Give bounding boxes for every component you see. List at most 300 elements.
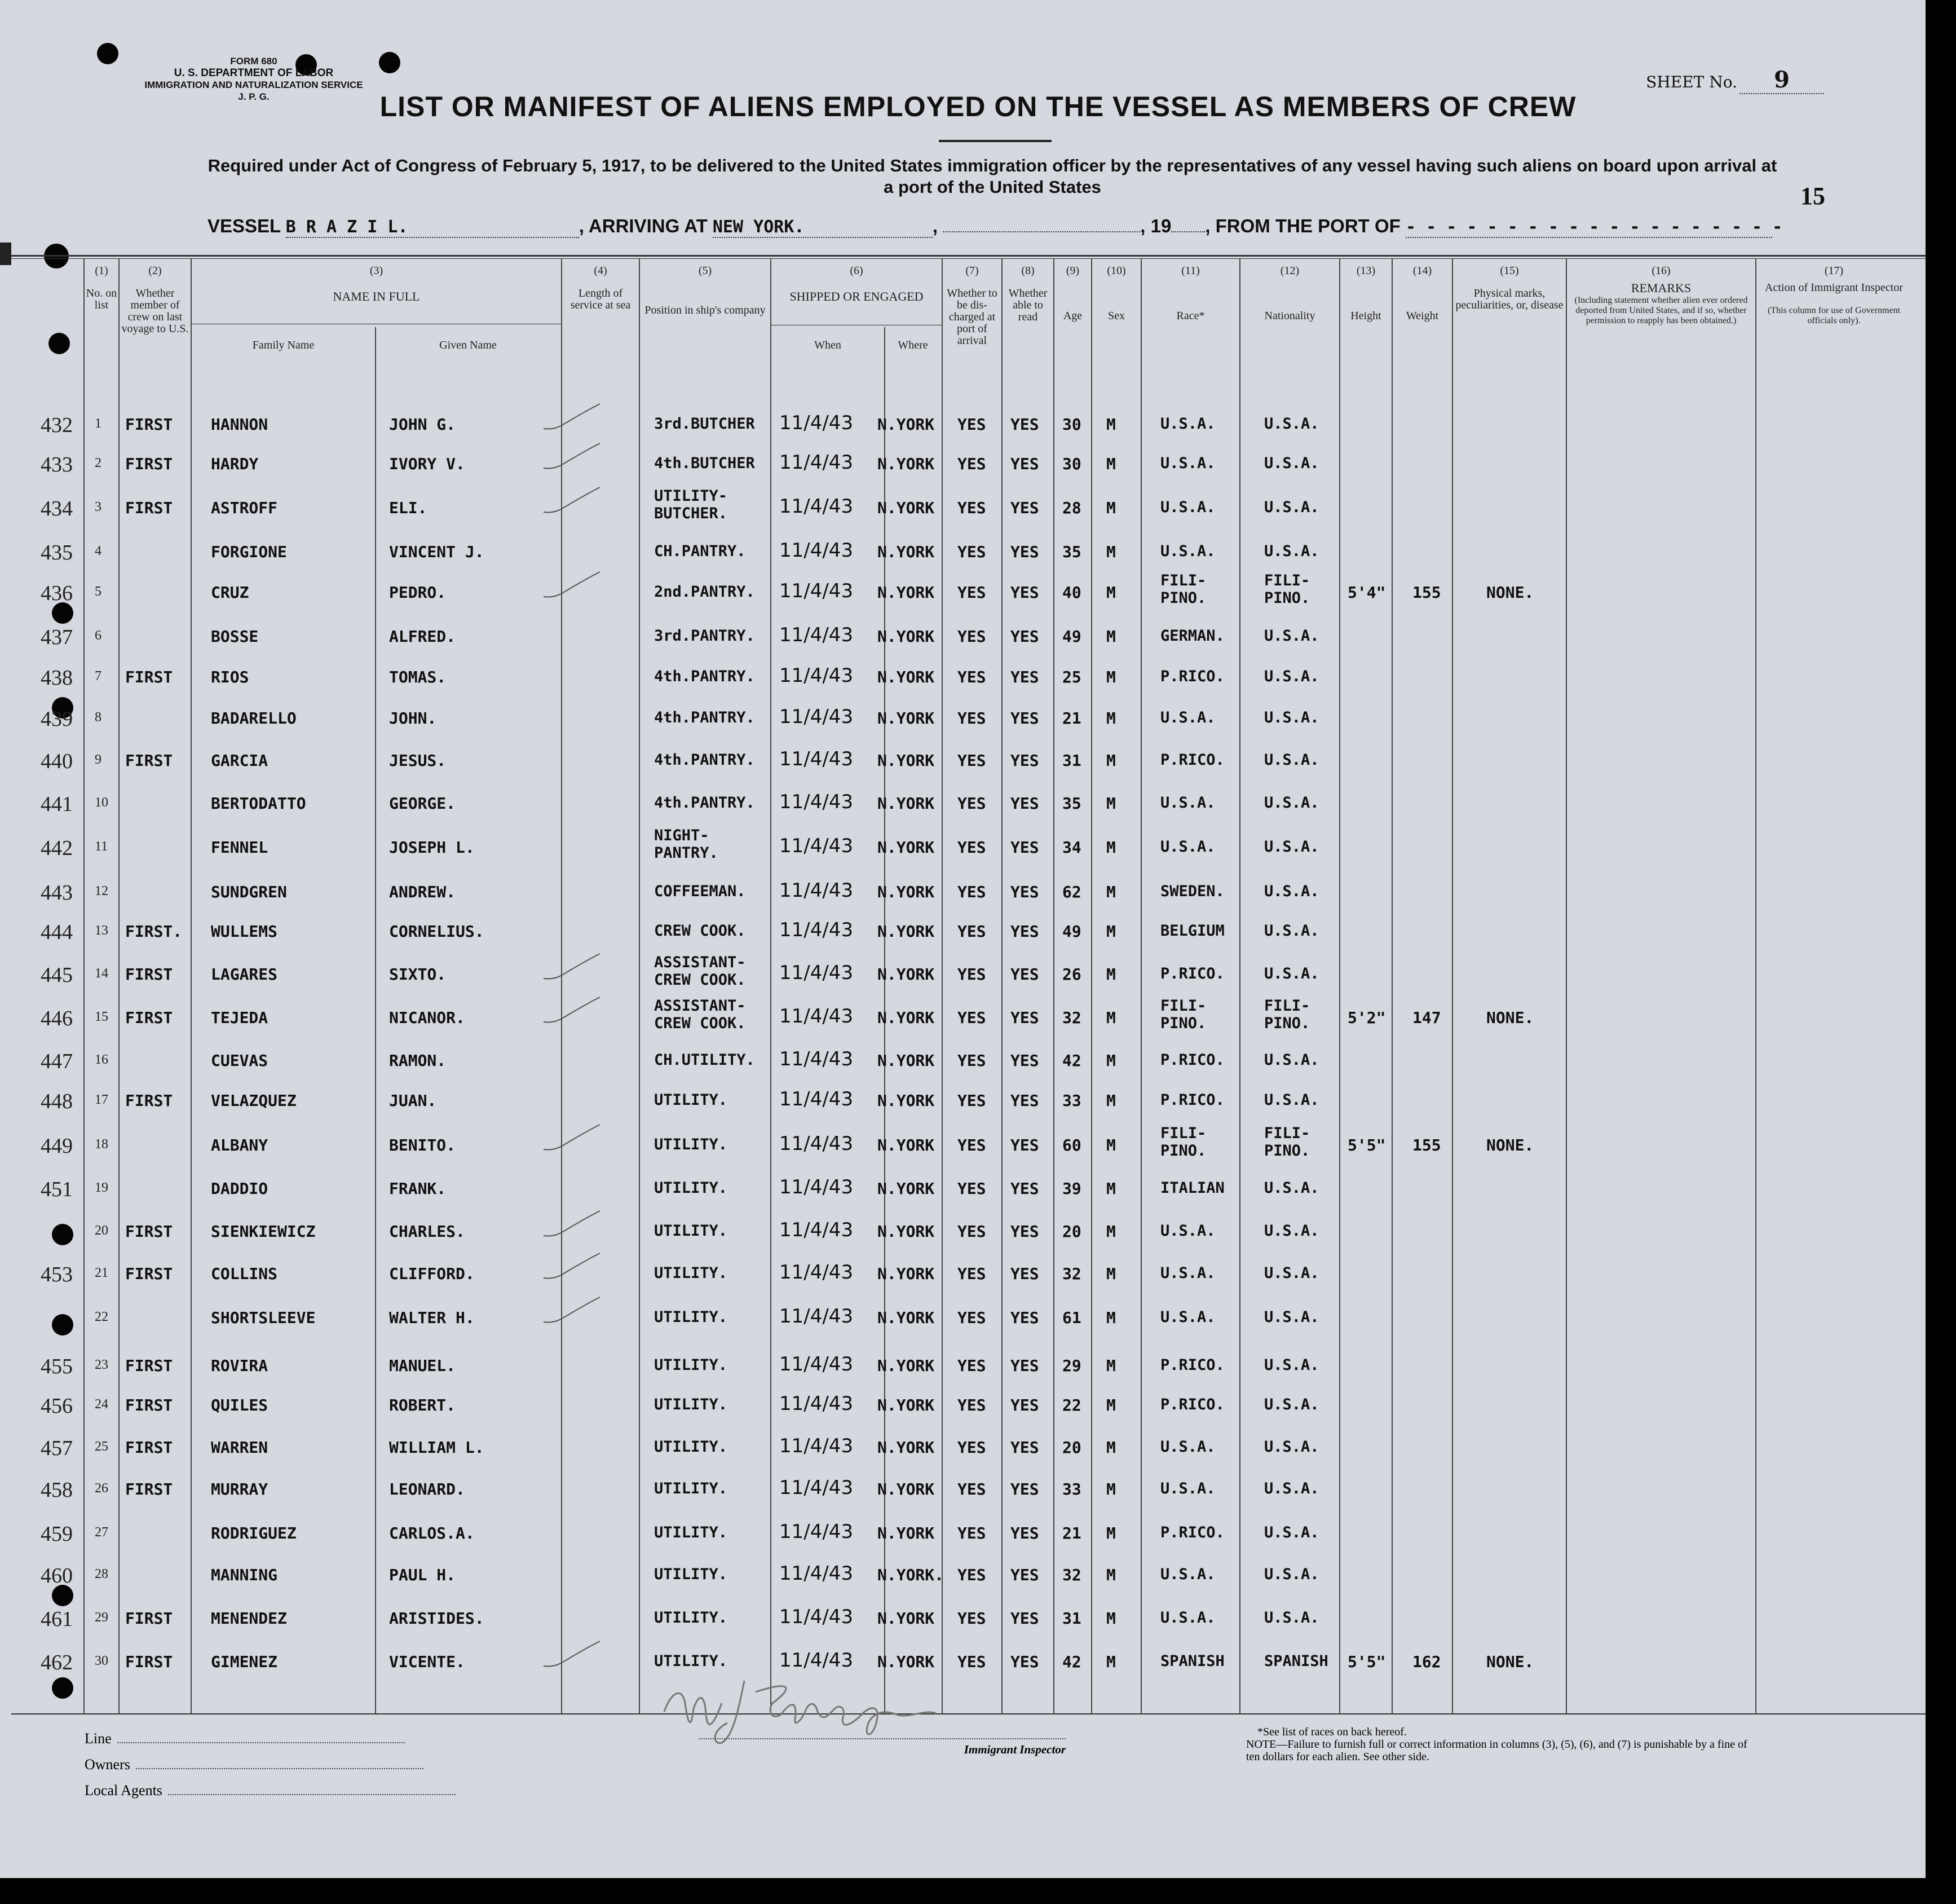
- nationality-line: U.S.A.: [1264, 455, 1319, 472]
- nationality-line: U.S.A.: [1264, 709, 1319, 726]
- shipped-when: 11/4/43: [779, 962, 854, 984]
- sex: M: [1106, 838, 1116, 857]
- footer-notes: [1246, 1726, 1754, 1763]
- position: [654, 1480, 727, 1497]
- given-name: FRANK.: [389, 1179, 447, 1198]
- nationality: [1264, 1222, 1319, 1240]
- position: [654, 455, 755, 472]
- column-number-c14: (14): [1412, 265, 1432, 277]
- race: [1160, 1566, 1216, 1583]
- position-line: UTILITY.: [654, 1396, 728, 1413]
- list-number: 7: [95, 669, 101, 684]
- weight: 162: [1412, 1652, 1441, 1671]
- check-mark-icon: [541, 1251, 603, 1285]
- position-line: UTILITY.: [654, 1524, 728, 1541]
- column-rule: [1452, 258, 1453, 1713]
- given-name: WILLIAM L.: [389, 1438, 484, 1457]
- discharged-at-port: YES: [957, 1480, 986, 1498]
- discharged-at-port: YES: [957, 1264, 986, 1283]
- race-line: U.S.A.: [1160, 1438, 1216, 1456]
- list-number: 21: [95, 1266, 108, 1280]
- given-name: CORNELIUS.: [389, 922, 484, 941]
- discharged-at-port: YES: [957, 1396, 986, 1414]
- column-number-c12: (12): [1280, 265, 1300, 277]
- position: [654, 583, 755, 601]
- column-number-c10: (10): [1107, 265, 1126, 277]
- column-header-c2: Whether member of crew on last voyage to U.S.: [121, 287, 189, 335]
- able-to-read: YES: [1010, 415, 1039, 434]
- family-name: MENENDEZ: [211, 1609, 287, 1628]
- sex: M: [1106, 1136, 1116, 1154]
- race: [1160, 1125, 1206, 1160]
- race-line: P.RICO.: [1160, 1396, 1225, 1413]
- nationality-line: PINO.: [1264, 1015, 1310, 1032]
- position: [654, 487, 727, 522]
- column-rule: [561, 258, 562, 1713]
- position: [654, 543, 746, 560]
- age: 21: [1062, 1524, 1081, 1542]
- page-number: 15: [1800, 182, 1825, 210]
- race-line: U.S.A.: [1160, 1480, 1216, 1497]
- position-line: UTILITY.: [654, 1222, 728, 1240]
- position: [654, 1566, 727, 1583]
- position: [654, 627, 755, 645]
- arriving-date: [943, 231, 1140, 232]
- position-line: 4th.PANTRY.: [654, 668, 755, 685]
- position-line: ASSISTANT-: [654, 997, 746, 1015]
- family-name: CRUZ: [211, 583, 249, 602]
- column-rule: [1566, 258, 1567, 1713]
- age: 22: [1062, 1396, 1081, 1414]
- previous-voyage: FIRST: [125, 965, 173, 984]
- family-name: SHORTSLEEVE: [211, 1308, 316, 1327]
- sex: M: [1106, 415, 1116, 434]
- race: [1160, 668, 1225, 685]
- age: 32: [1062, 1008, 1081, 1027]
- given-name: IVORY V.: [389, 455, 465, 473]
- able-to-read: YES: [1010, 1566, 1039, 1584]
- discharged-at-port: YES: [957, 1091, 986, 1110]
- column-number-c2: (2): [148, 265, 162, 277]
- family-name: HANNON: [211, 415, 268, 434]
- nationality: [1264, 1396, 1319, 1413]
- family-name: VELAZQUEZ: [211, 1091, 297, 1110]
- shipped-where: N.YORK: [877, 668, 935, 686]
- sex: M: [1106, 668, 1116, 686]
- column-header-c4: Length of service at sea: [570, 287, 631, 311]
- position: [654, 1356, 727, 1374]
- shipped-when: 11/4/43: [779, 580, 854, 602]
- able-to-read: YES: [1010, 751, 1039, 770]
- nationality-line: U.S.A.: [1264, 838, 1319, 856]
- nationality-line: U.S.A.: [1264, 1179, 1319, 1197]
- where-header: Where: [898, 339, 928, 351]
- sex: M: [1106, 627, 1116, 646]
- shipped-when: 11/4/43: [779, 1353, 854, 1376]
- column-header-c7: Whether to be dis-charged at port of arrival: [947, 287, 997, 347]
- list-number: 18: [95, 1137, 108, 1152]
- table-bottom-rule: [11, 1713, 1926, 1715]
- nationality-line: U.S.A.: [1264, 1222, 1319, 1240]
- nationality-line: FILI-: [1264, 997, 1310, 1015]
- nationality: [1264, 751, 1319, 769]
- position-line: UTILITY.: [654, 1308, 728, 1326]
- physical-marks: NONE.: [1486, 1652, 1534, 1671]
- able-to-read: YES: [1010, 1396, 1039, 1414]
- race-line: U.S.A.: [1160, 543, 1216, 560]
- shipped-when: 11/4/43: [779, 1305, 854, 1328]
- nationality: [1264, 499, 1319, 516]
- column-header-c13: Height: [1350, 310, 1381, 322]
- list-number: 28: [95, 1567, 108, 1581]
- shipped-when: 11/4/43: [779, 748, 854, 770]
- agents-field: [85, 1778, 456, 1804]
- sex: M: [1106, 709, 1116, 728]
- race-line: PINO.: [1160, 1015, 1207, 1032]
- column-rule: [191, 258, 192, 1713]
- age: 62: [1062, 883, 1081, 901]
- shipped-where: N.YORK: [877, 1480, 935, 1498]
- sex: M: [1106, 1179, 1116, 1198]
- column-rule: [639, 258, 640, 1713]
- discharged-at-port: YES: [957, 838, 986, 857]
- column-number-c7: (7): [965, 265, 979, 277]
- race-line: U.S.A.: [1160, 1566, 1216, 1583]
- shipped-when: 11/4/43: [779, 1520, 854, 1543]
- punch-hole: [48, 333, 70, 354]
- service: IMMIGRATION AND NATURALIZATION SERVICE: [144, 80, 363, 90]
- nationality: [1264, 883, 1319, 900]
- position-line: UTILITY.: [654, 1179, 728, 1197]
- sex: M: [1106, 1396, 1116, 1414]
- previous-voyage: FIRST: [125, 499, 173, 517]
- position: [654, 709, 755, 726]
- able-to-read: YES: [1010, 1524, 1039, 1542]
- nationality-line: U.S.A.: [1264, 922, 1319, 940]
- able-to-read: YES: [1010, 627, 1039, 646]
- sex: M: [1106, 794, 1116, 813]
- height: 5'5": [1348, 1136, 1386, 1154]
- vessel-line: VESSEL B R A Z I L. , ARRIVING AT NEW YORK. , , 19 , FROM THE PORT OF - - - - - - - - - - - - - - - - - - -: [207, 215, 1783, 237]
- shipped-where: N.YORK: [877, 543, 935, 561]
- column-header-c8: Whether able to read: [1008, 287, 1048, 323]
- shipped-when: 11/4/43: [779, 1392, 854, 1415]
- form-number: FORM 680: [230, 56, 277, 67]
- age: 30: [1062, 455, 1081, 473]
- family-name: RODRIGUEZ: [211, 1524, 297, 1542]
- sheet-line-number: 457: [41, 1436, 73, 1460]
- nationality-line: U.S.A.: [1264, 883, 1319, 900]
- discharged-at-port: YES: [957, 543, 986, 561]
- list-number: 20: [95, 1223, 108, 1238]
- shipped-where: N.YORK: [877, 1609, 935, 1628]
- shipped-when: 11/4/43: [779, 791, 854, 813]
- given-name: NICANOR.: [389, 1008, 465, 1027]
- fine-note: NOTE—Failure to furnish full or correct information in columns (3), (5), (6), and (7) is punishable by a fine of ten dollars for each alien. See other side.: [1246, 1738, 1747, 1763]
- list-number: 19: [95, 1180, 108, 1195]
- list-number: 15: [95, 1010, 108, 1024]
- position-line: 4th.BUTCHER: [654, 455, 755, 472]
- footer-lines: [85, 1726, 456, 1804]
- column-rule: [1339, 258, 1340, 1713]
- races-note: *See list of races on back hereof.: [1257, 1726, 1407, 1738]
- sheet-line-number: 447: [41, 1050, 73, 1073]
- column-rule: [1755, 258, 1756, 1713]
- height: 5'4": [1348, 583, 1386, 602]
- race-line: PINO.: [1160, 589, 1207, 607]
- position: [654, 1396, 727, 1413]
- sex: M: [1106, 1051, 1116, 1070]
- list-number: 23: [95, 1358, 108, 1372]
- sheet-line-number: 444: [41, 920, 73, 944]
- position-line: 3rd.PANTRY.: [654, 627, 755, 645]
- race: [1160, 709, 1216, 726]
- sex: M: [1106, 922, 1116, 941]
- sheet-line-number: 442: [41, 836, 73, 860]
- race-line: ITALIAN: [1160, 1179, 1225, 1197]
- owners-label: Owners: [85, 1756, 130, 1773]
- list-number: 6: [95, 628, 101, 643]
- column-header-c9: Age: [1063, 310, 1083, 322]
- sheet-line-number: 443: [41, 881, 73, 905]
- family-name: DADDIO: [211, 1179, 268, 1198]
- nationality-line: U.S.A.: [1264, 1051, 1319, 1069]
- sheet-line-number: 441: [41, 792, 73, 816]
- column-rule: [83, 258, 85, 1713]
- column-rule: [375, 327, 376, 1713]
- sex: M: [1106, 1652, 1116, 1671]
- family-name: WARREN: [211, 1438, 268, 1457]
- given-name: VINCENT J.: [389, 543, 484, 561]
- given-name: ROBERT.: [389, 1396, 456, 1414]
- sheet-line-number: 460: [41, 1564, 73, 1588]
- list-number: 26: [95, 1481, 108, 1496]
- inspector-signature: [660, 1669, 953, 1748]
- given-name: VICENTE.: [389, 1652, 465, 1671]
- shipped-when: 11/4/43: [779, 1132, 854, 1155]
- nationality-line: U.S.A.: [1264, 1308, 1319, 1326]
- column-rule: [1141, 258, 1142, 1713]
- shipped-where: N.YORK: [877, 883, 935, 901]
- family-name: GARCIA: [211, 751, 268, 770]
- position-line: UTILITY.: [654, 1091, 728, 1109]
- discharged-at-port: YES: [957, 1609, 986, 1628]
- shipped-when: 11/4/43: [779, 1477, 854, 1499]
- family-name: ASTROFF: [211, 499, 278, 517]
- nationality: [1264, 1308, 1319, 1326]
- shipped-when: 11/4/43: [779, 1005, 854, 1028]
- family-name: FORGIONE: [211, 543, 287, 561]
- list-number: 2: [95, 456, 101, 470]
- weight: 155: [1412, 583, 1441, 602]
- column-header-c14: Weight: [1406, 310, 1439, 322]
- sheet-line-number: 437: [41, 625, 73, 649]
- age: 32: [1062, 1264, 1081, 1283]
- family-name: TEJEDA: [211, 1008, 268, 1027]
- list-number: 17: [95, 1092, 108, 1107]
- race-line: FILI-: [1160, 997, 1207, 1015]
- race-line: U.S.A.: [1160, 415, 1216, 433]
- able-to-read: YES: [1010, 668, 1039, 686]
- shipped-where: N.YORK.: [877, 1566, 944, 1584]
- column-header-c3: NAME IN FULL: [333, 289, 420, 303]
- list-number: 5: [95, 584, 101, 599]
- position: [654, 1136, 727, 1153]
- position: [654, 1222, 727, 1240]
- position: [654, 415, 755, 433]
- nationality: [1264, 794, 1319, 812]
- list-number: 14: [95, 966, 108, 981]
- able-to-read: YES: [1010, 1480, 1039, 1498]
- able-to-read: YES: [1010, 499, 1039, 517]
- sheet-number: 9: [1739, 67, 1824, 94]
- position-line: ASSISTANT-: [654, 954, 746, 971]
- nationality: [1264, 838, 1319, 856]
- position-line: UTILITY-: [654, 487, 728, 505]
- shipped-where: N.YORK: [877, 1136, 935, 1154]
- document-subtitle: Required under Act of Congress of February 5, 1917, to be delivered to the United States immigration officer by the representatives of any vessel having such aliens on board upon arrival at a port of the United States: [207, 156, 1777, 197]
- shipped-when: 11/4/43: [779, 1435, 854, 1457]
- nationality: [1264, 965, 1319, 982]
- age: 20: [1062, 1438, 1081, 1457]
- column-header-c15: Physical marks, peculiarities, or, disease: [1455, 287, 1564, 311]
- race: [1160, 794, 1216, 812]
- race: [1160, 997, 1206, 1032]
- nationality-line: U.S.A.: [1264, 627, 1319, 645]
- age: 29: [1062, 1356, 1081, 1375]
- age: 61: [1062, 1308, 1081, 1327]
- sheet-line-number: 439: [41, 707, 73, 731]
- position: [654, 1308, 727, 1326]
- nationality: [1264, 668, 1319, 685]
- position: [654, 1179, 727, 1197]
- race: [1160, 883, 1225, 900]
- position-line: NIGHT-: [654, 827, 709, 844]
- list-number: 13: [95, 923, 108, 938]
- nationality-line: SPANISH: [1264, 1652, 1328, 1670]
- form-code: J. P. G.: [238, 91, 270, 102]
- shipped-when: 11/4/43: [779, 1606, 854, 1628]
- column-rule: [942, 258, 943, 1713]
- able-to-read: YES: [1010, 794, 1039, 813]
- discharged-at-port: YES: [957, 455, 986, 473]
- previous-voyage: FIRST: [125, 1356, 173, 1375]
- able-to-read: YES: [1010, 709, 1039, 728]
- discharged-at-port: YES: [957, 1179, 986, 1198]
- age: 25: [1062, 668, 1081, 686]
- able-to-read: YES: [1010, 1091, 1039, 1110]
- race: [1160, 1308, 1216, 1326]
- race: [1160, 1396, 1225, 1413]
- nationality: [1264, 572, 1310, 607]
- able-to-read: YES: [1010, 583, 1039, 602]
- given-name-header: Given Name: [439, 339, 497, 351]
- race: [1160, 1438, 1216, 1456]
- race-line: U.S.A.: [1160, 709, 1216, 726]
- nationality-line: PINO.: [1264, 589, 1310, 607]
- sex: M: [1106, 883, 1116, 901]
- sex: M: [1106, 751, 1116, 770]
- family-name: GIMENEZ: [211, 1652, 278, 1671]
- nationality-line: U.S.A.: [1264, 1264, 1319, 1282]
- sheet-number-label: SHEET No.: [1646, 73, 1737, 91]
- column-subnote-c16: (Including statement whether alien ever ordered deported from United States, and if so, whether permission to reapply has been obtained.): [1574, 296, 1748, 325]
- physical-marks: NONE.: [1486, 1136, 1534, 1154]
- nationality-line: U.S.A.: [1264, 1396, 1319, 1413]
- discharged-at-port: YES: [957, 1222, 986, 1241]
- nationality: [1264, 1566, 1319, 1583]
- position: [654, 1091, 727, 1109]
- sheet-line-number: 448: [41, 1090, 73, 1113]
- nationality-line: FILI-: [1264, 572, 1310, 589]
- position-line: 4th.PANTRY.: [654, 794, 755, 812]
- position: [654, 883, 746, 900]
- sex: M: [1106, 1438, 1116, 1457]
- shipped-where: N.YORK: [877, 1008, 935, 1027]
- able-to-read: YES: [1010, 1222, 1039, 1241]
- discharged-at-port: YES: [957, 922, 986, 941]
- shipped-when: 11/4/43: [779, 495, 854, 518]
- race-line: SPANISH: [1160, 1652, 1225, 1670]
- discharged-at-port: YES: [957, 668, 986, 686]
- race-line: U.S.A.: [1160, 838, 1216, 856]
- given-name: JUAN.: [389, 1091, 437, 1110]
- previous-voyage: FIRST: [125, 1438, 173, 1457]
- family-name: BOSSE: [211, 627, 259, 646]
- list-number: 1: [95, 416, 101, 431]
- department: U. S. DEPARTMENT OF LABOR: [174, 67, 334, 79]
- discharged-at-port: YES: [957, 1008, 986, 1027]
- column-rule: [1091, 258, 1092, 1713]
- shipped-when: 11/4/43: [779, 1048, 854, 1070]
- position-line: UTILITY.: [654, 1136, 728, 1153]
- sheet-line-number: 440: [41, 750, 73, 773]
- race-line: P.RICO.: [1160, 751, 1225, 769]
- family-name: COLLINS: [211, 1264, 278, 1283]
- family-name: SUNDGREN: [211, 883, 287, 901]
- shipped-where: N.YORK: [877, 1091, 935, 1110]
- position-line: 3rd.BUTCHER: [654, 415, 755, 433]
- owners-field: [85, 1752, 456, 1778]
- agents-label: Local Agents: [85, 1782, 162, 1799]
- position: [654, 1524, 727, 1541]
- column-header-c17: Action of Immigrant Inspector: [1765, 281, 1903, 294]
- nationality-line: U.S.A.: [1264, 499, 1319, 516]
- given-name: LEONARD.: [389, 1480, 465, 1498]
- given-name: TOMAS.: [389, 668, 447, 686]
- vessel-name: B R A Z I L.: [286, 217, 579, 238]
- punch-hole: [52, 1677, 73, 1699]
- given-name: SIXTO.: [389, 965, 447, 984]
- race: [1160, 499, 1216, 516]
- shipped-when: 11/4/43: [779, 835, 854, 857]
- nationality: [1264, 455, 1319, 472]
- list-number: 24: [95, 1397, 108, 1412]
- given-name: JOHN G.: [389, 415, 456, 434]
- sex: M: [1106, 1356, 1116, 1375]
- column-number-c9: (9): [1066, 265, 1080, 277]
- nationality: [1264, 1125, 1310, 1160]
- age: 33: [1062, 1480, 1081, 1498]
- age: 39: [1062, 1179, 1081, 1198]
- nationality: [1264, 1480, 1319, 1497]
- check-mark-icon: [541, 1295, 603, 1329]
- age: 26: [1062, 965, 1081, 984]
- race-line: U.S.A.: [1160, 1222, 1216, 1240]
- sheet-line-number: 459: [41, 1522, 73, 1546]
- given-name: JESUS.: [389, 751, 447, 770]
- column-header-c11: Race*: [1176, 310, 1205, 322]
